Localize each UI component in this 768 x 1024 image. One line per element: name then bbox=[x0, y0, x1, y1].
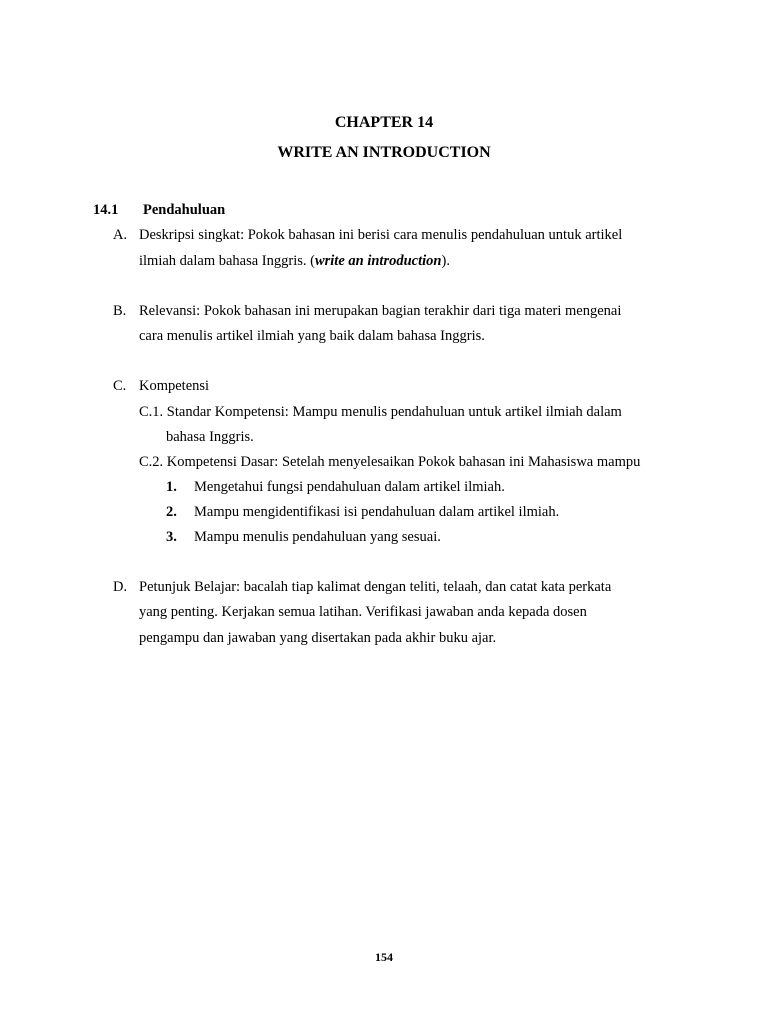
item-d-line3: pengampu dan jawaban yang disertakan pada akhir buku ajar. bbox=[139, 630, 497, 646]
item-c1-line1: C.1. Standar Kompetensi: Mampu menulis pendahuluan untuk artikel ilmiah dalam bbox=[139, 404, 622, 420]
item-a-marker: A. bbox=[113, 227, 128, 243]
item-c-marker: C. bbox=[113, 378, 127, 394]
item-a-line2-after: ). bbox=[441, 253, 450, 269]
list-item-text: Mampu menulis pendahuluan yang sesuai. bbox=[194, 529, 441, 545]
item-c1-line2: bahasa Inggris. bbox=[166, 429, 254, 445]
item-c2-line1: C.2. Kompetensi Dasar: Setelah menyelesaikan Pokok bahasan ini Mahasiswa mampu bbox=[139, 454, 641, 470]
item-a-line1: Deskripsi singkat: Pokok bahasan ini berisi cara menulis pendahuluan untuk artikel bbox=[139, 227, 623, 243]
item-b-line1: Relevansi: Pokok bahasan ini merupakan bagian terakhir dari tiga materi mengenai bbox=[139, 303, 622, 319]
item-d-marker: D. bbox=[113, 579, 128, 595]
list-item-number: 1. bbox=[166, 479, 177, 495]
section-number: 14.1 bbox=[93, 202, 119, 218]
list-item-number: 2. bbox=[166, 504, 177, 520]
chapter-number: CHAPTER 14 bbox=[334, 114, 434, 131]
list-item-text: Mampu mengidentifikasi isi pendahuluan dalam artikel ilmiah. bbox=[194, 504, 560, 520]
item-a-line2-before: ilmiah dalam bahasa Inggris. ( bbox=[139, 253, 315, 269]
item-a-emphasis: write an introduction bbox=[314, 253, 442, 269]
item-c-label: Kompetensi bbox=[139, 378, 210, 394]
list-item-number: 3. bbox=[166, 529, 177, 545]
section-title: Pendahuluan bbox=[143, 202, 226, 218]
item-b-line2: cara menulis artikel ilmiah yang baik dalam bahasa Inggris. bbox=[139, 328, 485, 344]
item-b-marker: B. bbox=[113, 303, 127, 319]
list-item-text: Mengetahui fungsi pendahuluan dalam artikel ilmiah. bbox=[194, 479, 505, 495]
chapter-title: WRITE AN INTRODUCTION bbox=[277, 144, 491, 161]
item-d-line1: Petunjuk Belajar: bacalah tiap kalimat dengan teliti, telaah, dan catat kata perkata bbox=[139, 579, 612, 595]
item-d-line2: yang penting. Kerjakan semua latihan. Verifikasi jawaban anda kepada dosen bbox=[139, 604, 587, 620]
item-a-line2 bbox=[139, 252, 450, 270]
page-number: 154 bbox=[375, 950, 393, 964]
